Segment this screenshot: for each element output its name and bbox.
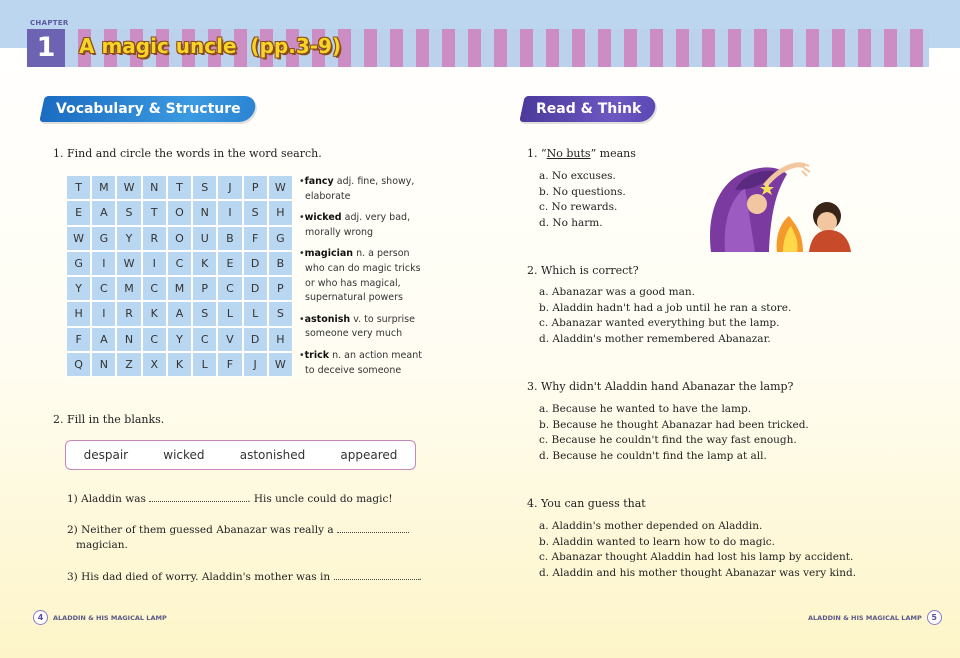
word-search-cell[interactable]: C bbox=[143, 328, 166, 351]
word-search-cell[interactable]: F bbox=[244, 227, 267, 250]
page-number: 4 bbox=[33, 610, 48, 625]
chapter-number: 1 bbox=[27, 29, 65, 67]
option[interactable]: c. Because he couldn't find the way fast enough. bbox=[539, 434, 797, 447]
option[interactable]: b. Because he thought Abanazar had been tricked. bbox=[539, 418, 809, 431]
word-search-cell[interactable]: E bbox=[67, 201, 90, 224]
glossary-entry-fancy: •fancy adj. fine, showy, elaborate bbox=[299, 176, 415, 202]
word-search-cell[interactable]: F bbox=[218, 353, 241, 376]
section-read-think: Read & Think bbox=[519, 96, 658, 122]
word-search-cell[interactable]: W bbox=[67, 227, 90, 250]
option[interactable]: b. No questions. bbox=[539, 185, 626, 198]
word-search-cell[interactable]: S bbox=[193, 176, 216, 199]
word-search-cell[interactable]: T bbox=[67, 176, 90, 199]
magician-illustration-icon bbox=[705, 160, 860, 252]
page-number: 5 bbox=[927, 610, 942, 625]
word-search-cell[interactable]: Z bbox=[117, 353, 140, 376]
blank-1[interactable] bbox=[149, 492, 247, 502]
question-2: 2. Which is correct? bbox=[527, 264, 639, 277]
word-search-cell[interactable]: Q bbox=[67, 353, 90, 376]
word-search-cell[interactable]: S bbox=[244, 201, 267, 224]
word-search-cell[interactable]: L bbox=[218, 302, 241, 325]
word-search-cell[interactable]: E bbox=[218, 252, 241, 275]
word-search-cell[interactable]: N bbox=[117, 328, 140, 351]
word-search-cell[interactable]: M bbox=[168, 277, 191, 300]
word-search-cell[interactable]: M bbox=[92, 176, 115, 199]
word-search-cell[interactable]: S bbox=[269, 302, 292, 325]
word-search-cell[interactable]: N bbox=[92, 353, 115, 376]
word-search-cell[interactable]: N bbox=[143, 176, 166, 199]
option[interactable]: a. Because he wanted to have the lamp. bbox=[539, 403, 752, 415]
word-search-cell[interactable]: K bbox=[168, 353, 191, 376]
word-search-cell[interactable]: A bbox=[168, 302, 191, 325]
word-search-cell[interactable]: C bbox=[92, 277, 115, 300]
word-search-question: 1. Find and circle the words in the word search. bbox=[53, 147, 322, 160]
question-2-options bbox=[539, 285, 791, 347]
option[interactable]: d. Aladdin's mother remembered Abanazar. bbox=[539, 332, 771, 345]
word-search-cell[interactable]: K bbox=[193, 252, 216, 275]
word-bank-item: appeared bbox=[340, 448, 398, 462]
question-3: 3. Why didn't Aladdin hand Abanazar the lamp? bbox=[527, 380, 794, 393]
blank-sentence-2: 2) Neither of them guessed Abanazar was really a bbox=[67, 523, 409, 536]
word-search-cell[interactable]: T bbox=[143, 201, 166, 224]
word-search-cell[interactable]: V bbox=[218, 328, 241, 351]
option[interactable]: c. Abanazar thought Aladdin had lost his lamp by accident. bbox=[539, 551, 854, 564]
blank-sentence-2-cont: magician. bbox=[76, 539, 128, 551]
word-search-cell[interactable]: H bbox=[67, 302, 90, 325]
word-search-cell[interactable]: I bbox=[92, 302, 115, 325]
word-search-cell[interactable]: I bbox=[143, 252, 166, 275]
word-search-cell[interactable]: O bbox=[168, 227, 191, 250]
option[interactable]: b. Aladdin wanted to learn how to do magic. bbox=[539, 535, 776, 548]
word-search-cell[interactable]: J bbox=[244, 353, 267, 376]
question-4: 4. You can guess that bbox=[527, 497, 646, 510]
fill-blanks-question: 2. Fill in the blanks. bbox=[53, 413, 165, 426]
word-search-cell[interactable]: H bbox=[269, 201, 292, 224]
word-search-cell[interactable]: S bbox=[117, 201, 140, 224]
word-search-cell[interactable]: B bbox=[269, 252, 292, 275]
word-search-cell[interactable]: D bbox=[244, 252, 267, 275]
word-search-cell[interactable]: M bbox=[117, 277, 140, 300]
word-search-cell[interactable]: I bbox=[92, 252, 115, 275]
word-search-cell[interactable]: Y bbox=[168, 328, 191, 351]
word-search-cell[interactable]: L bbox=[193, 353, 216, 376]
word-search-cell[interactable]: W bbox=[117, 176, 140, 199]
option[interactable]: a. No excuses. bbox=[539, 170, 616, 182]
word-search-cell[interactable]: W bbox=[269, 176, 292, 199]
option[interactable]: b. Aladdin hadn't had a job until he ran a store. bbox=[539, 301, 792, 314]
glossary-entry-magician: •magician n. a person who can do magic tricks or who has magical, supernatural powers bbox=[299, 248, 421, 304]
word-bank-item: wicked bbox=[163, 448, 205, 462]
word-search-cell[interactable]: U bbox=[193, 227, 216, 250]
word-search-cell[interactable]: Y bbox=[117, 227, 140, 250]
word-search-cell[interactable]: D bbox=[244, 328, 267, 351]
word-search-cell[interactable]: P bbox=[269, 277, 292, 300]
blank-3[interactable] bbox=[334, 570, 419, 580]
word-search-cell[interactable]: A bbox=[92, 201, 115, 224]
word-search-cell[interactable]: K bbox=[143, 302, 166, 325]
word-search-cell[interactable]: G bbox=[92, 227, 115, 250]
word-search-cell[interactable]: T bbox=[168, 176, 191, 199]
option[interactable]: a. Abanazar was a good man. bbox=[539, 286, 695, 298]
word-search-cell[interactable]: I bbox=[218, 201, 241, 224]
chapter-label: CHAPTER bbox=[30, 19, 69, 27]
blank-2[interactable] bbox=[337, 523, 409, 533]
word-search-cell[interactable]: G bbox=[67, 252, 90, 275]
glossary bbox=[299, 175, 479, 385]
option[interactable]: a. Aladdin's mother depended on Aladdin. bbox=[539, 520, 763, 532]
option[interactable]: c. No rewards. bbox=[539, 201, 618, 214]
word-search-cell[interactable]: G bbox=[269, 227, 292, 250]
word-search-grid bbox=[66, 175, 293, 377]
option[interactable]: d. No harm. bbox=[539, 216, 603, 229]
blank-sentence-1: 1) Aladdin was . His uncle could do magic! bbox=[67, 493, 393, 505]
word-search-cell[interactable]: C bbox=[143, 277, 166, 300]
word-search-cell[interactable]: J bbox=[218, 176, 241, 199]
word-search-cell[interactable]: O bbox=[168, 201, 191, 224]
word-search-cell[interactable]: X bbox=[143, 353, 166, 376]
book-title: ALADDIN & HIS MAGICAL LAMP bbox=[53, 613, 167, 622]
word-search-cell[interactable]: R bbox=[117, 302, 140, 325]
word-search-cell[interactable]: C bbox=[193, 328, 216, 351]
word-search-cell[interactable]: H bbox=[269, 328, 292, 351]
question-4-options bbox=[539, 519, 856, 581]
footer-right bbox=[808, 610, 942, 625]
glossary-entry-astonish: •astonish v. to surprise someone very much bbox=[299, 313, 415, 340]
glossary-entry-trick: •trick n. an action meant to deceive someone bbox=[299, 349, 422, 376]
word-bank-item: despair bbox=[83, 448, 129, 462]
word-search-cell[interactable]: C bbox=[168, 252, 191, 275]
word-search-cell[interactable]: L bbox=[244, 302, 267, 325]
word-search-cell[interactable]: A bbox=[92, 328, 115, 351]
word-search-cell[interactable]: B bbox=[218, 227, 241, 250]
word-search-cell[interactable]: P bbox=[244, 176, 267, 199]
option[interactable]: c. Abanazar wanted everything but the lamp. bbox=[539, 317, 780, 330]
word-search-cell[interactable]: P bbox=[193, 277, 216, 300]
question-3-options bbox=[539, 402, 809, 464]
word-search-cell[interactable]: W bbox=[117, 252, 140, 275]
footer-left bbox=[33, 610, 167, 625]
section-vocabulary-structure: Vocabulary & Structure bbox=[39, 96, 257, 122]
word-search-cell[interactable]: S bbox=[193, 302, 216, 325]
word-bank-item: astonished bbox=[239, 448, 306, 462]
word-search-cell[interactable]: N bbox=[193, 201, 216, 224]
option[interactable]: d. Aladdin and his mother thought Abanazar was very kind. bbox=[539, 566, 857, 579]
title-bar bbox=[65, 29, 929, 67]
word-search-cell[interactable]: D bbox=[244, 277, 267, 300]
glossary-entry-wicked: •wicked adj. very bad, morally wrong bbox=[299, 212, 411, 238]
question-1-options bbox=[539, 169, 626, 231]
option[interactable]: d. Because he couldn't find the lamp at all. bbox=[539, 449, 767, 462]
word-search-cell[interactable]: Y bbox=[67, 277, 90, 300]
word-bank bbox=[65, 440, 416, 470]
word-search-cell[interactable]: C bbox=[218, 277, 241, 300]
chapter-title: A magic uncle (pp.3-9) bbox=[79, 34, 342, 58]
book-title: ALADDIN & HIS MAGICAL LAMP bbox=[808, 613, 922, 622]
word-search-cell[interactable]: W bbox=[269, 353, 292, 376]
word-search-cell[interactable]: R bbox=[143, 227, 166, 250]
question-1: 1. “No buts” means bbox=[527, 147, 636, 160]
word-search-cell[interactable]: F bbox=[67, 328, 90, 351]
blank-sentence-3: 3) His dad died of worry. Aladdin's mother was in . bbox=[67, 571, 422, 583]
